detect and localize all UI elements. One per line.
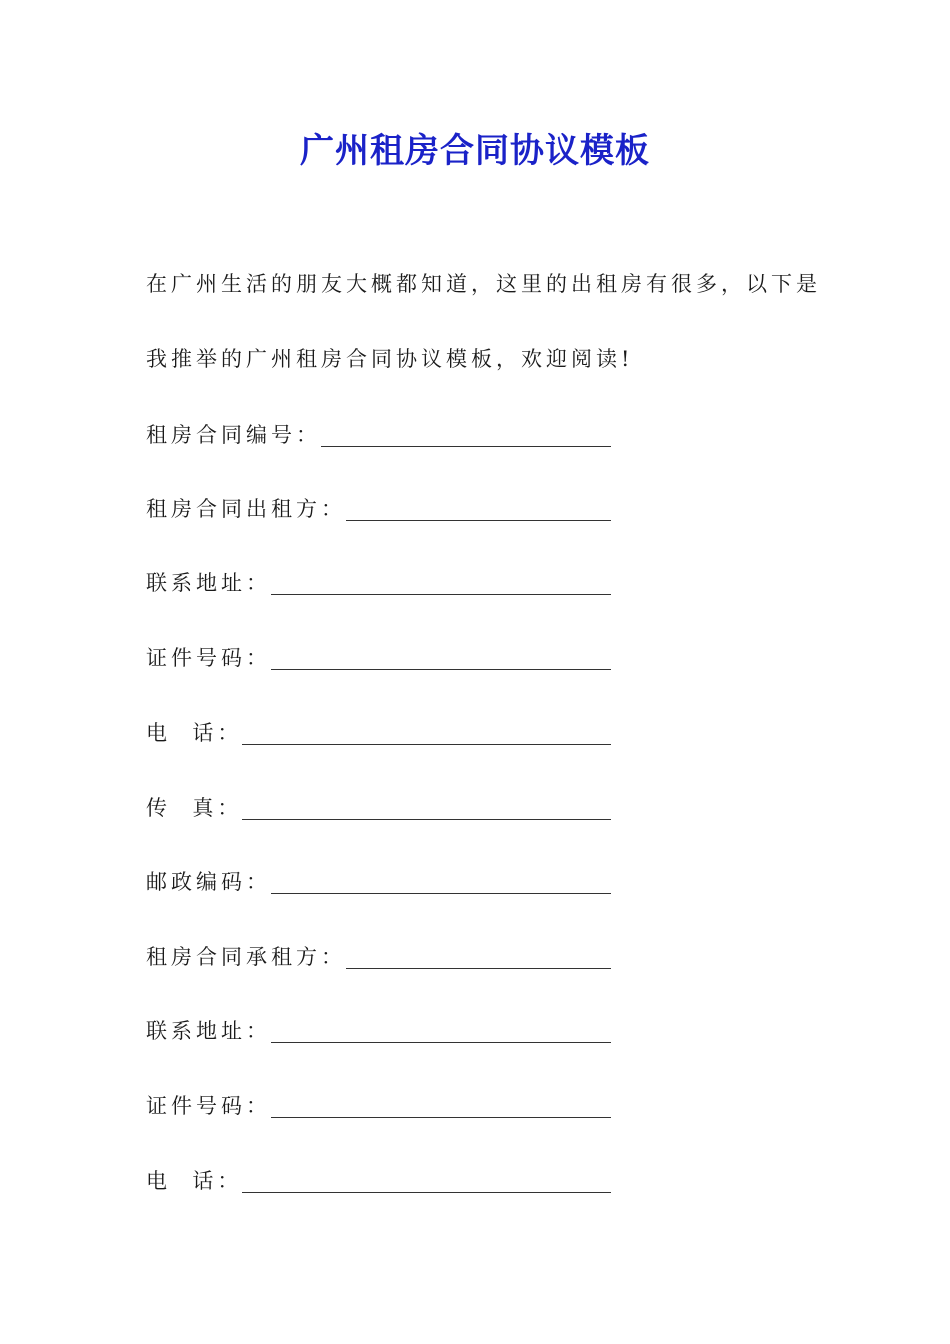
blank-line [346,520,611,521]
field-label: 联系地址： [146,1019,271,1043]
field-lessor [146,494,611,524]
field-lessee-phone [146,1166,611,1196]
intro-line-1: 在广州生活的朋友大概都知道，这里的出租房有很多，以下是 [146,272,821,296]
blank-line [346,968,611,969]
field-contract-number [146,420,611,450]
blank-line [271,893,611,894]
blank-line [271,1117,611,1118]
blank-line [242,819,611,820]
field-label: 联系地址： [146,571,271,595]
field-lessor-fax [146,793,611,823]
field-label: 证件号码： [146,1094,271,1118]
intro-line-2: 我推举的广州租房合同协议模板，欢迎阅读! [146,347,634,371]
field-lessor-address [146,568,611,598]
document-title: 广州租房合同协议模板 [300,131,650,171]
blank-line [242,744,611,745]
field-lessor-phone [146,718,611,748]
blank-line [271,1042,611,1043]
field-label: 电 话： [146,1169,243,1193]
blank-line [242,1192,611,1193]
blank-line [271,594,611,595]
field-label: 电 话： [146,721,243,745]
blank-line [321,446,611,447]
field-label: 传 真： [146,796,243,820]
field-lessee [146,942,611,972]
field-label: 邮政编码： [146,870,271,894]
field-lessee-address [146,1016,611,1046]
field-lessor-postcode [146,867,611,897]
field-lessor-id [146,643,611,673]
field-label: 租房合同承租方： [146,945,346,969]
field-lessee-id [146,1091,611,1121]
blank-line [271,669,611,670]
field-label: 租房合同编号： [146,423,321,447]
field-label: 租房合同出租方： [146,497,346,521]
field-label: 证件号码： [146,646,271,670]
